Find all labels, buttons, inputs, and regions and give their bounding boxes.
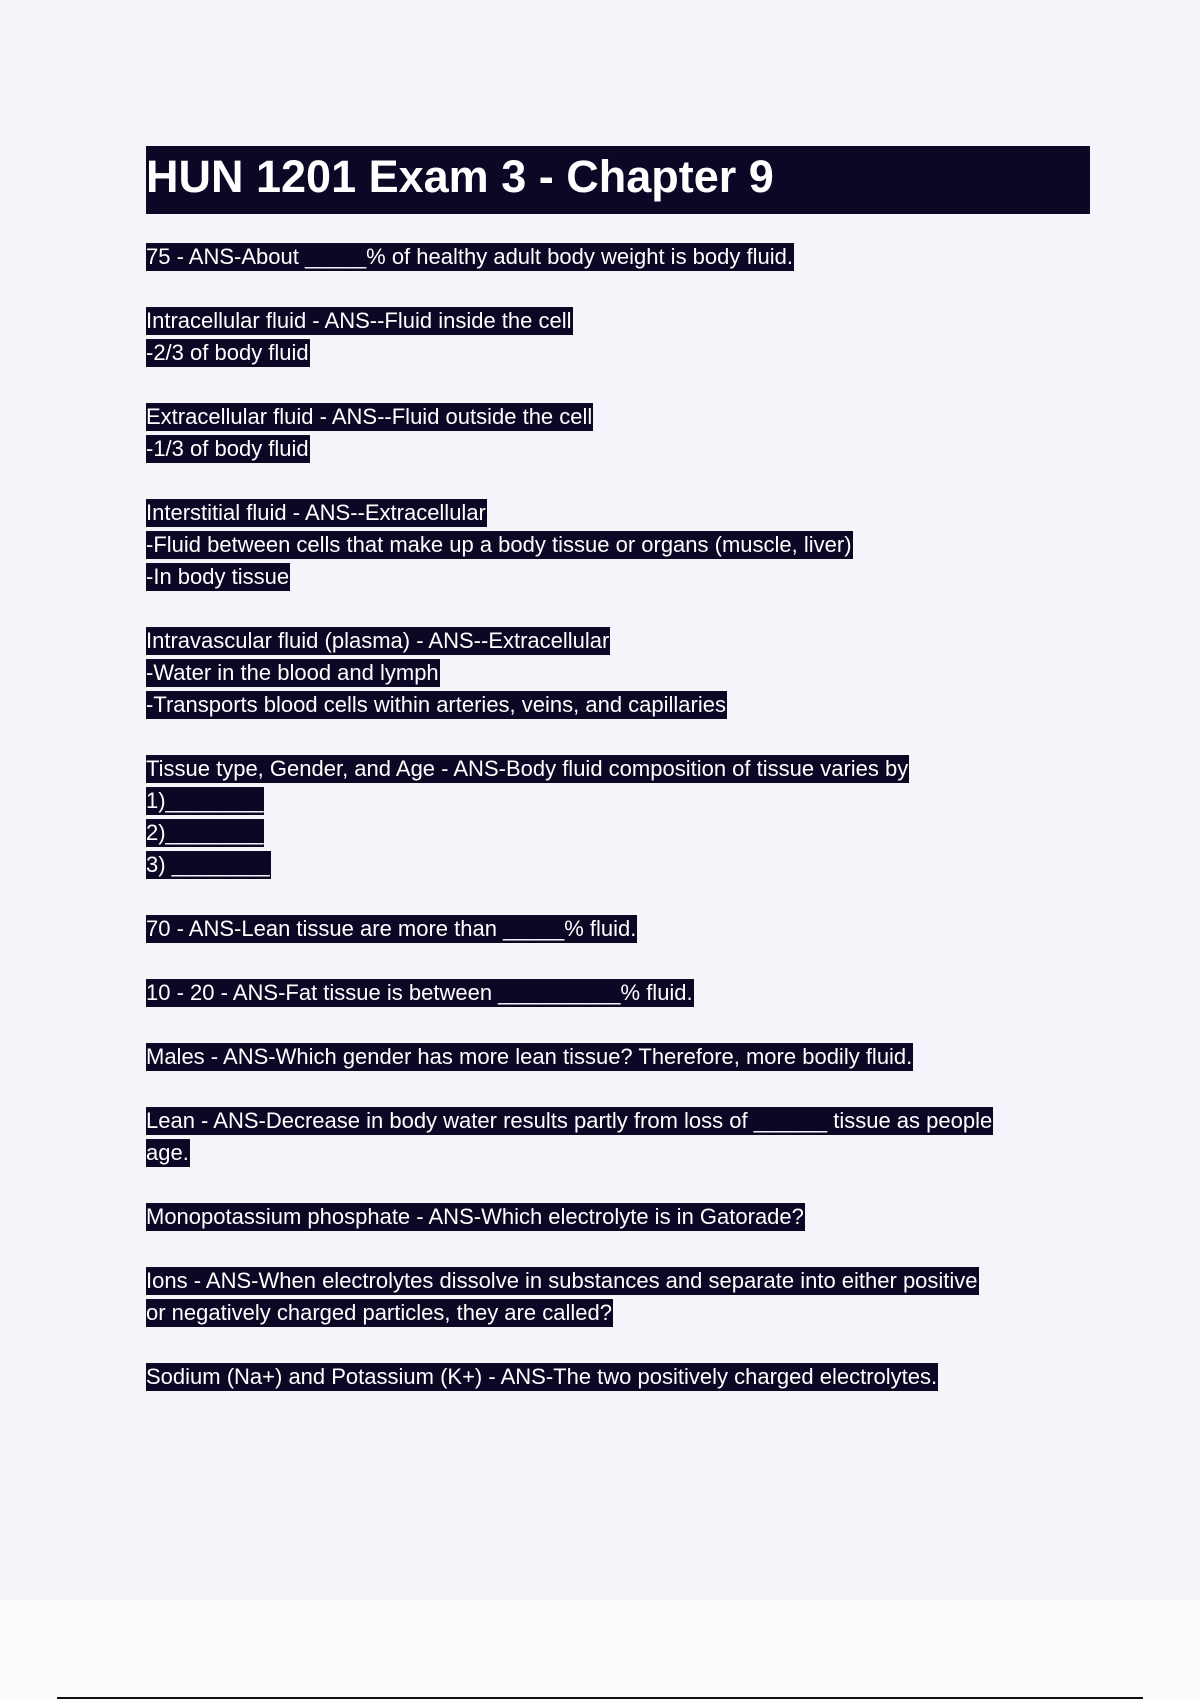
document-title: HUN 1201 Exam 3 - Chapter 9 — [146, 151, 774, 202]
entry-line: Males - ANS-Which gender has more lean tissue? Therefore, more bodily fluid. — [146, 1044, 913, 1069]
entry-line: age. — [146, 1140, 189, 1165]
flashcard-entry — [146, 307, 1090, 371]
flashcard-entry — [146, 627, 1090, 723]
flashcard-entry — [146, 243, 1090, 275]
page-footer — [0, 1600, 1200, 1700]
entry-line: 10 - 20 - ANS-Fat tissue is between __________% fluid. — [146, 980, 693, 1005]
footer-divider — [57, 1697, 1143, 1699]
entry-line: 3) ________ — [146, 852, 270, 877]
entry-line: Monopotassium phosphate - ANS-Which electrolyte is in Gatorade? — [146, 1204, 804, 1229]
entry-line: -Water in the blood and lymph — [146, 660, 439, 685]
entry-line: Ions - ANS-When electrolytes dissolve in substances and separate into either positive — [146, 1268, 978, 1293]
flashcard-entry — [146, 499, 1090, 595]
flashcard-entry — [146, 979, 1090, 1011]
entry-line: 75 - ANS-About _____% of healthy adult body weight is body fluid. — [146, 244, 793, 269]
entry-line: -2/3 of body fluid — [146, 340, 309, 365]
flashcard-entry — [146, 1203, 1090, 1235]
flashcard-entry — [146, 1043, 1090, 1075]
entry-line: or negatively charged particles, they are called? — [146, 1300, 612, 1325]
flashcard-entry — [146, 915, 1090, 947]
entry-line: Extracellular fluid - ANS--Fluid outside the cell — [146, 404, 593, 429]
entry-line: 70 - ANS-Lean tissue are more than _____% fluid. — [146, 916, 637, 941]
title-banner — [146, 146, 1090, 214]
flashcard-entry — [146, 1267, 1090, 1331]
entry-line: Intravascular fluid (plasma) - ANS--Extracellular — [146, 628, 610, 653]
entry-line: Lean - ANS-Decrease in body water results partly from loss of ______ tissue as people — [146, 1108, 993, 1133]
entry-line: -Fluid between cells that make up a body tissue or organs (muscle, liver) — [146, 532, 852, 557]
entry-line: -In body tissue — [146, 564, 290, 589]
entry-line: Interstitial fluid - ANS--Extracellular — [146, 500, 486, 525]
entry-line: Sodium (Na+) and Potassium (K+) - ANS-The two positively charged electrolytes. — [146, 1364, 938, 1389]
entry-line: Tissue type, Gender, and Age - ANS-Body fluid composition of tissue varies by — [146, 756, 909, 781]
entry-line: -1/3 of body fluid — [146, 436, 309, 461]
flashcard-entry — [146, 403, 1090, 467]
entry-line: 2)________ — [146, 820, 264, 845]
entry-line: -Transports blood cells within arteries, veins, and capillaries — [146, 692, 726, 717]
flashcard-entry — [146, 755, 1090, 883]
entry-line: Intracellular fluid - ANS--Fluid inside the cell — [146, 308, 572, 333]
flashcard-list — [146, 243, 1090, 1427]
entry-line: 1)________ — [146, 788, 264, 813]
flashcard-entry — [146, 1107, 1090, 1171]
flashcard-entry — [146, 1363, 1090, 1395]
